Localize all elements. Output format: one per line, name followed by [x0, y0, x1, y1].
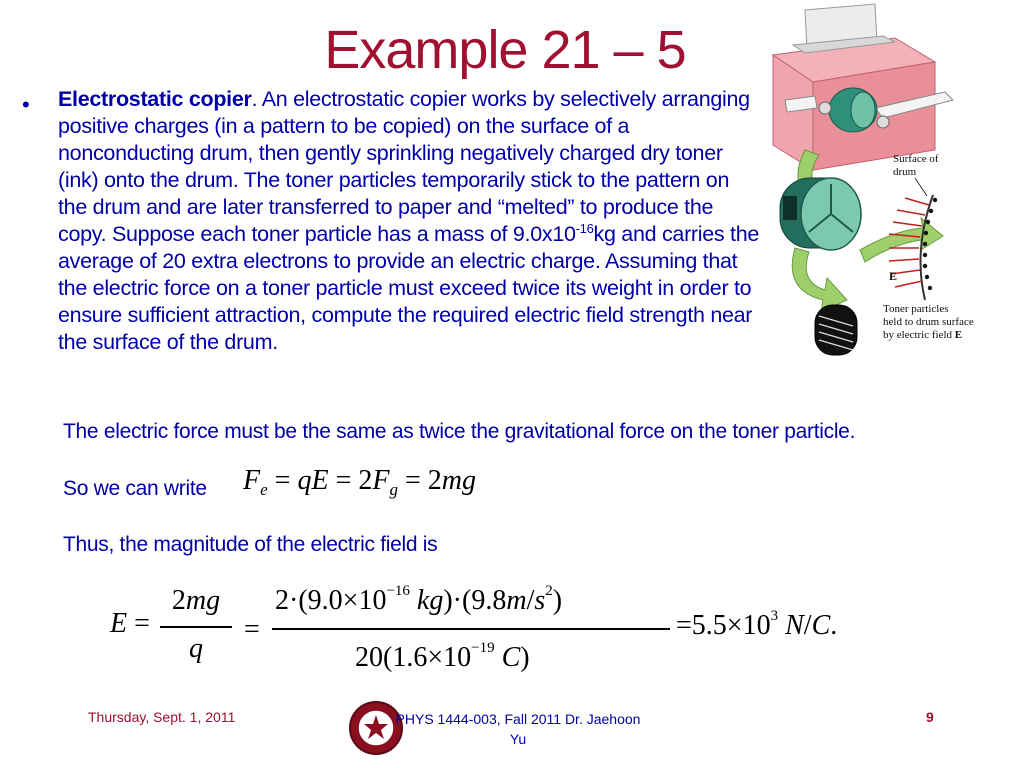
label-toner-2: held to drum surface: [883, 316, 974, 328]
footer-course-line-2: Yu: [509, 731, 527, 747]
bullet-marker: •: [22, 92, 30, 117]
explanation-line-1: The electric force must be the same as twice the gravitational force on the toner particle.: [63, 420, 856, 443]
explanation-line-3: Thus, the magnitude of the electric field is: [63, 533, 438, 556]
arrow-to-surface-icon: [792, 248, 847, 312]
slide-title: Example 21 – 5: [324, 20, 686, 80]
bullet-lead-punct: .: [251, 87, 258, 111]
drum-surface-icon: [815, 305, 857, 355]
copier-diagram: [765, 0, 1005, 360]
label-toner-1: Toner particles: [883, 303, 949, 315]
label-surface-1: Surface of: [893, 153, 939, 165]
bullet-lead: Electrostatic copier: [58, 87, 252, 111]
bullet-text-part-1: An electrostatic copier works by selectively arranging positive charges (in a pattern to be copied) on the surface of a nonconducting drum, then gently sprinkling negatively charged dry toner (ink) onto the drum. The toner particles temporarily stick to the pattern on the drum and are later transferred to paper and “melted” to produce the copy. Suppose each toner particle has a mass of 9.0x10: [58, 87, 750, 246]
explanation-line-2: So we can write: [63, 477, 207, 500]
mass-exponent: -16: [575, 220, 594, 236]
footer-date: Thursday, Sept. 1, 2011: [88, 709, 236, 725]
label-surface-2: drum: [893, 166, 917, 178]
force-equation: $F_e$ = qE = $2F_g = 2mg$: [243, 465, 476, 499]
footer-course-line-1: PHYS 1444-003, Fall 2011 Dr. Jaehoon: [395, 711, 641, 727]
arrow-to-field-icon: [860, 218, 943, 262]
problem-statement: [58, 86, 763, 356]
label-field-E: E: [889, 269, 898, 283]
label-toner-3: by electric field E: [883, 329, 963, 341]
bullet-text-part-2: kg and carries the average of 20 extra electrons to provide an electric charge. Assuming that the electric force on a toner particle must exceed twice its weight in order to ensure sufficient attraction, compute the required electric field strength near the surface of the drum.: [58, 222, 760, 354]
footer-course: [368, 709, 668, 749]
page-number: 9: [926, 709, 934, 725]
